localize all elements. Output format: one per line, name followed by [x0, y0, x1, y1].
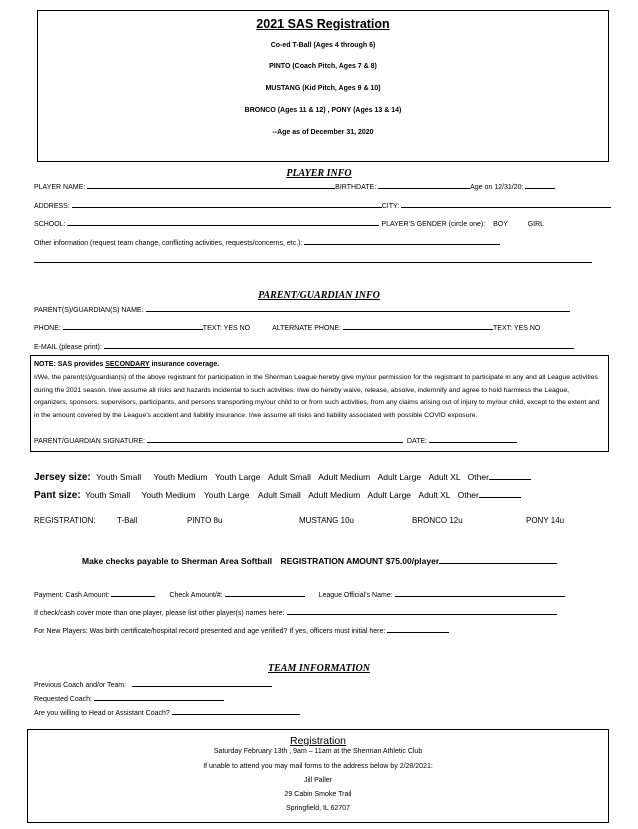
- parent-names-row: [34, 303, 570, 314]
- pant-size-row: [34, 489, 521, 501]
- pant-adult-medium[interactable]: Adult Medium: [308, 490, 361, 500]
- payment-row: [34, 588, 565, 599]
- city-field[interactable]: [401, 199, 611, 208]
- pant-youth-medium[interactable]: Youth Medium: [141, 490, 196, 500]
- age-label: Age on 12/31/20:: [470, 184, 524, 191]
- requested-coach-row: [34, 692, 224, 703]
- new-players-label: For New Players: Was birth certificate/hospital record presented and age verified? If yes, officers must initial here:: [34, 628, 386, 635]
- phone-label: PHONE:: [34, 325, 61, 332]
- pant-other[interactable]: Other: [457, 490, 479, 500]
- city-label: CITY:: [381, 203, 400, 210]
- registration-row: [0, 516, 638, 528]
- willing-coach-label: Are you willing to Head or Assistant Coach?: [34, 710, 170, 717]
- previous-coach-row: [34, 678, 272, 689]
- phone-text-yes-no[interactable]: TEXT: YES NO: [202, 325, 251, 332]
- player-name-row: [34, 180, 555, 191]
- cash-amount-field[interactable]: [111, 588, 155, 597]
- footer-line-1: Saturday February 13th , 9am – 11am at the Sherman Athletic Club: [213, 748, 423, 755]
- check-amount-field[interactable]: [225, 588, 305, 597]
- new-players-row: [34, 624, 449, 635]
- footer-box: [27, 729, 609, 823]
- parent-names-field[interactable]: [146, 303, 570, 312]
- jersey-adult-small[interactable]: Adult Small: [267, 472, 311, 482]
- pant-adult-small[interactable]: Adult Small: [257, 490, 301, 500]
- birthdate-label: BIRTHDATE:: [335, 184, 377, 191]
- registration-label: REGISTRATION:: [34, 516, 96, 525]
- address-label: ADDRESS:: [34, 203, 70, 210]
- reg-option-pinto[interactable]: PINTO 8u: [187, 516, 223, 525]
- player-info-heading: PLAYER INFO: [286, 168, 352, 179]
- multi-player-row: [34, 606, 557, 617]
- footer-title: Registration: [289, 735, 347, 747]
- division-line-1: Co-ed T-Ball (Ages 4 through 6): [270, 42, 376, 49]
- team-info-heading: TEAM INFORMATION: [268, 663, 370, 674]
- requested-coach-field[interactable]: [94, 692, 224, 701]
- reg-option-mustang[interactable]: MUSTANG 10u: [299, 516, 354, 525]
- other-info-line-2[interactable]: [34, 262, 592, 263]
- pant-size-label: Pant size:: [34, 490, 81, 501]
- gender-girl[interactable]: GIRL: [527, 221, 545, 228]
- other-info-label: Other information (request team change, conflicting activities, requests/concerns, etc.):: [34, 240, 303, 247]
- date-label: DATE:: [406, 438, 427, 445]
- official-name-label: League Official’s Name:: [318, 592, 393, 599]
- jersey-adult-medium[interactable]: Adult Medium: [318, 472, 371, 482]
- pant-other-field[interactable]: [479, 489, 521, 498]
- reg-option-pony[interactable]: PONY 14u: [526, 516, 565, 525]
- pant-adult-xl[interactable]: Adult XL: [418, 490, 451, 500]
- signature-label: PARENT/GUARDIAN SIGNATURE:: [34, 438, 145, 445]
- checks-payable-row: [82, 555, 557, 566]
- signature-field[interactable]: [147, 434, 403, 443]
- jersey-size-label: Jersey size:: [34, 472, 91, 483]
- player-name-label: PLAYER NAME:: [34, 184, 86, 191]
- jersey-youth-medium[interactable]: Youth Medium: [153, 472, 208, 482]
- jersey-youth-small[interactable]: Youth Small: [96, 472, 142, 482]
- email-label: E-MAIL (please print):: [34, 344, 102, 351]
- division-line-3: MUSTANG (Kid Pitch, Ages 9 & 10): [265, 85, 381, 92]
- school-row: [34, 217, 544, 228]
- division-line-2: PINTO (Coach Pitch, Ages 7 & 8): [269, 63, 377, 70]
- registration-amount: REGISTRATION AMOUNT $75.00/player: [280, 556, 440, 566]
- willing-coach-row: [34, 706, 300, 717]
- gender-label: PLAYER’S GENDER (circle one):: [381, 221, 486, 228]
- alt-phone-text-yes-no[interactable]: TEXT: YES NO: [493, 325, 541, 332]
- reg-option-bronco[interactable]: BRONCO 12u: [412, 516, 463, 525]
- cash-amount-label: Payment: Cash Amount:: [34, 592, 110, 599]
- other-info-field[interactable]: [304, 236, 500, 245]
- multi-player-label: If check/cash cover more than one player, please list other player(s) names here:: [34, 610, 285, 617]
- address-row: [34, 199, 611, 210]
- requested-coach-label: Requested Coach:: [34, 696, 92, 703]
- email-field[interactable]: [104, 340, 574, 349]
- footer-city: Springfield, IL 62707: [286, 805, 350, 812]
- pant-youth-large[interactable]: Youth Large: [203, 490, 250, 500]
- check-amount-label: Check Amount/#:: [169, 592, 223, 599]
- form-title: 2021 SAS Registration: [256, 17, 390, 31]
- jersey-youth-large[interactable]: Youth Large: [214, 472, 261, 482]
- officer-initial-field[interactable]: [387, 624, 449, 633]
- signature-row: [34, 434, 517, 445]
- footer-line-2: If unable to attend you may mail forms to the address below by 2/28/2021:: [203, 763, 433, 770]
- alt-phone-label: ALTERNATE PHONE:: [272, 325, 342, 332]
- school-label: SCHOOL:: [34, 221, 66, 228]
- header-box: [37, 10, 609, 162]
- previous-coach-field[interactable]: [132, 678, 272, 687]
- alt-phone-field[interactable]: [343, 321, 493, 330]
- phone-field[interactable]: [63, 321, 203, 330]
- division-line-4: BRONCO (Ages 11 & 12) , PONY (Ages 13 & 14): [244, 107, 402, 114]
- email-row: [34, 340, 574, 351]
- date-field[interactable]: [429, 434, 517, 443]
- waiver-text: I/We, the parent(s)/guardian(s) of the above registrant for participation in the Sherman League hereby give my/our permission for the registrant to participate in any and all League activities during the 2021 season. I/we assume all risks and hazards incidental to such activities. I/we do hereby waive, release, absolve, indemnify and agree to hold harmless the League, organizers, sponsors, supervisors, participants, and persons transporting my/our child to or from such activities, from any claims arising out of injury to my/our child, except to the extent and in the amount covered by the League’s accident and liability insurance. I/we assume all risks and liability associated with possible COVID exposure.: [34, 373, 600, 420]
- age-field[interactable]: [525, 180, 555, 189]
- official-name-field[interactable]: [395, 588, 565, 597]
- amount-field[interactable]: [439, 555, 557, 564]
- school-field[interactable]: [67, 217, 379, 226]
- birthdate-field[interactable]: [378, 180, 470, 189]
- insurance-note-emphasis: SECONDARY: [105, 361, 150, 368]
- pant-youth-small[interactable]: Youth Small: [85, 490, 131, 500]
- phone-row: [34, 321, 540, 332]
- gender-boy[interactable]: BOY: [493, 221, 508, 228]
- willing-coach-field[interactable]: [172, 706, 300, 715]
- reg-option-tball[interactable]: T-Ball: [117, 516, 138, 525]
- address-field[interactable]: [72, 199, 382, 208]
- waiver-box: [30, 355, 609, 452]
- other-info-row: [34, 236, 500, 247]
- jersey-adult-large[interactable]: Adult Large: [377, 472, 422, 482]
- jersey-other-field[interactable]: [489, 471, 531, 480]
- jersey-size-row: [34, 471, 531, 483]
- parent-info-heading: PARENT/GUARDIAN INFO: [258, 290, 380, 301]
- insurance-note: NOTE: SAS provides SECONDARY insurance coverage.: [34, 361, 220, 368]
- jersey-adult-xl[interactable]: Adult XL: [428, 472, 461, 482]
- age-note: --Age as of December 31, 2020: [272, 129, 374, 136]
- parent-names-label: PARENT(S)/GUARDIAN(S) NAME:: [34, 307, 144, 314]
- checks-payable-text: Make checks payable to Sherman Area Softball: [82, 556, 273, 566]
- player-name-field[interactable]: [87, 180, 335, 189]
- multi-player-field[interactable]: [287, 606, 557, 615]
- previous-coach-label: Previous Coach and/or Team:: [34, 682, 127, 689]
- pant-adult-large[interactable]: Adult Large: [367, 490, 412, 500]
- jersey-other[interactable]: Other: [467, 472, 489, 482]
- footer-street: 29 Cabin Smoke Trail: [284, 791, 352, 798]
- footer-contact-name: Jill Paller: [303, 777, 332, 784]
